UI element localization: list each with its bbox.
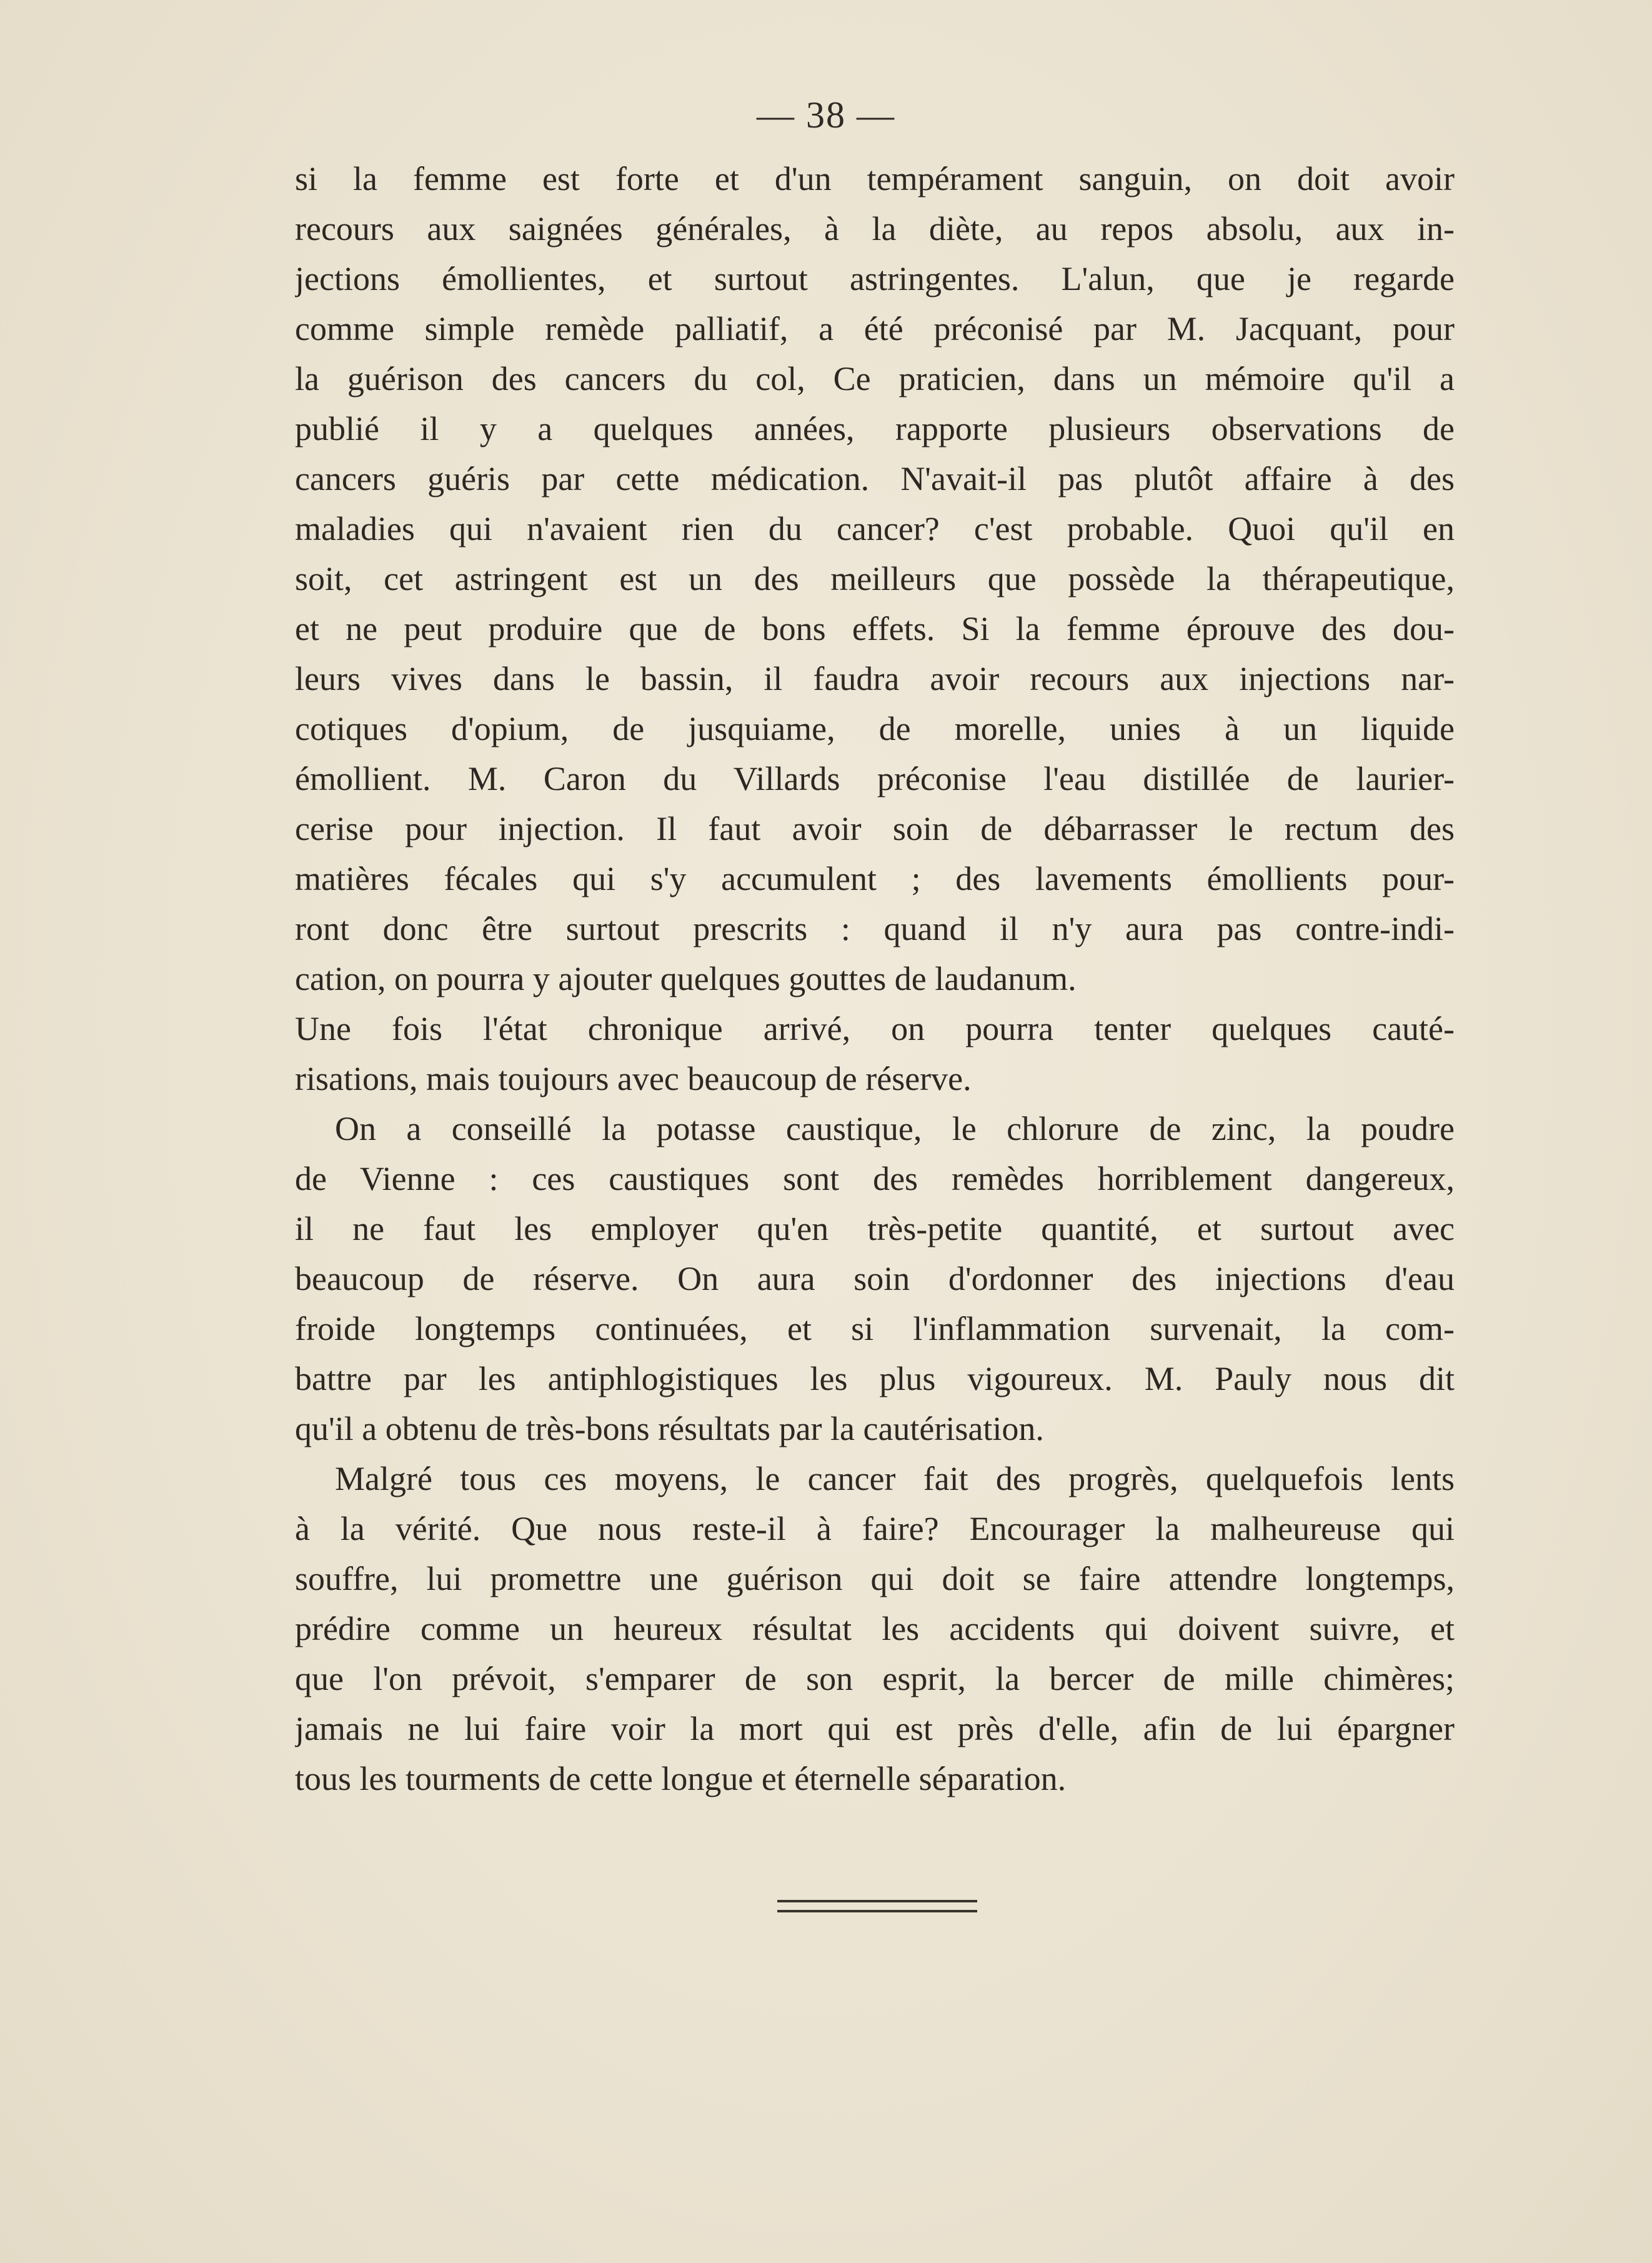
text-line: comme simple remède palliatif, a été préconisé par M. Jacquant, pour <box>295 310 1455 347</box>
text-line: il ne faut les employer qu'en très-petite quantité, et surtout avec <box>295 1210 1455 1247</box>
text-line: Malgré tous ces moyens, le cancer fait des progrès, quelquefois lents <box>335 1460 1455 1497</box>
text-line: tous les tourments de cette longue et éternelle séparation. <box>295 1760 1067 1797</box>
end-rule-top <box>777 1900 977 1902</box>
text-line: froide longtemps continuées, et si l'inflammation survenait, la com- <box>295 1310 1455 1347</box>
end-rule-bottom <box>777 1910 977 1912</box>
body-text <box>295 154 1455 1804</box>
text-line: souffre, lui promettre une guérison qui doit se faire attendre longtemps, <box>295 1560 1455 1597</box>
text-line: recours aux saignées générales, à la diète, au repos absolu, aux in- <box>295 210 1455 247</box>
text-line: cotiques d'opium, de jusquiame, de morelle, unies à un liquide <box>295 710 1455 747</box>
text-line: maladies qui n'avaient rien du cancer? c'est probable. Quoi qu'il en <box>295 510 1455 547</box>
text-line: publié il y a quelques années, rapporte plusieurs observations de <box>295 410 1455 447</box>
text-line: cerise pour injection. Il faut avoir soin de débarrasser le rectum des <box>295 810 1455 847</box>
text-line: soit, cet astringent est un des meilleurs que possède la thérapeutique, <box>295 560 1455 597</box>
text-line: cancers guéris par cette médication. N'avait-il pas plutôt affaire à des <box>295 460 1455 497</box>
text-line: qu'il a obtenu de très-bons résultats par la cautérisation. <box>295 1410 1044 1447</box>
text-line: jections émollientes, et surtout astringentes. L'alun, que je regarde <box>295 260 1455 297</box>
text-line: Une fois l'état chronique arrivé, on pourra tenter quelques cauté- <box>295 1010 1455 1047</box>
text-line: cation, on pourra y ajouter quelques gouttes de laudanum. <box>295 960 1077 997</box>
text-line: de Vienne : ces caustiques sont des remèdes horriblement dangereux, <box>295 1160 1455 1197</box>
text-line: et ne peut produire que de bons effets. Si la femme éprouve des dou- <box>295 610 1455 647</box>
text-line: jamais ne lui faire voir la mort qui est près d'elle, afin de lui épargner <box>295 1710 1455 1747</box>
text-line: matières fécales qui s'y accumulent ; des lavements émollients pour- <box>295 860 1455 897</box>
text-line: battre par les antiphlogistiques les plus vigoureux. M. Pauly nous dit <box>295 1360 1455 1397</box>
text-line: si la femme est forte et d'un tempérament sanguin, on doit avoir <box>295 160 1455 197</box>
text-line: la guérison des cancers du col, Ce praticien, dans un mémoire qu'il a <box>295 360 1455 397</box>
page-number: — 38 — <box>757 94 895 136</box>
text-line: à la vérité. Que nous reste-il à faire? Encourager la malheureuse qui <box>295 1510 1455 1547</box>
text-line: On a conseillé la potasse caustique, le chlorure de zinc, la poudre <box>335 1110 1455 1147</box>
text-line: que l'on prévoit, s'emparer de son esprit, la bercer de mille chimères; <box>295 1660 1455 1697</box>
text-line: risations, mais toujours avec beaucoup de réserve. <box>295 1060 972 1097</box>
text-line: beaucoup de réserve. On aura soin d'ordonner des injections d'eau <box>295 1260 1455 1297</box>
text-line: leurs vives dans le bassin, il faudra avoir recours aux injections nar- <box>295 660 1455 697</box>
text-line: ront donc être surtout prescrits : quand il n'y aura pas contre-indi- <box>295 910 1455 947</box>
text-line: émollient. M. Caron du Villards préconise l'eau distillée de laurier- <box>295 760 1455 797</box>
text-line: prédire comme un heureux résultat les accidents qui doivent suivre, et <box>295 1610 1455 1647</box>
